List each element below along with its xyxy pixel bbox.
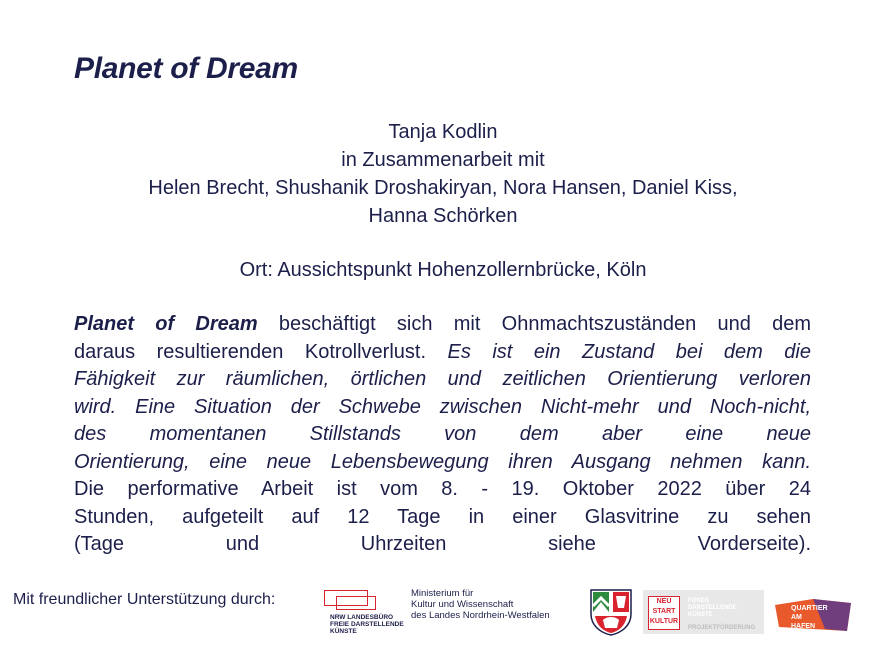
fonds-text	[688, 598, 755, 632]
body-text-segment: beschäftigt sich mit Ohnmachtszuständen und dem	[257, 313, 811, 335]
body-line: Fähigkeit zur räumlichen, örtlichen und zeitlichen Orientierung verloren	[74, 368, 811, 390]
logo-line: FREIE DARSTELLENDE	[330, 621, 404, 628]
quartier-am-hafen-logo	[773, 597, 853, 633]
credit-collab-intro: in Zusammenarbeit mit	[341, 149, 545, 171]
support-label: Mit freundlicher Unterstützung durch:	[13, 591, 276, 608]
nrw-logo-text	[330, 614, 404, 635]
body-line: Orientierung, eine neue Lebensbewegung ihren Ausgang nehmen kann.	[74, 450, 811, 473]
body-italic-segment: Es ist ein Zustand bei dem die	[447, 340, 811, 363]
body-line: des momentanen Stillstands von dem aber eine neue	[74, 423, 811, 445]
work-title-inline: Planet of Dream	[74, 313, 258, 335]
body-line	[74, 339, 811, 367]
logo-line: KÜNSTE	[330, 628, 357, 635]
body-line	[74, 311, 811, 339]
logo-line: NRW LANDESBÜRO	[330, 614, 394, 621]
logo-line: NEU	[656, 598, 672, 605]
logo-line: KÜNSTE	[688, 612, 713, 618]
page-title: Planet of Dream	[74, 52, 298, 85]
credit-collaborators: Helen Brecht, Shushanik Droshakiryan, Nora Hansen, Daniel Kiss,	[148, 177, 738, 199]
logo-line: HAFEN	[791, 623, 816, 630]
nrw-landesbuero-logo	[322, 588, 408, 638]
credit-collaborators-cont: Hanna Schörken	[368, 205, 518, 227]
logo-line: DARSTELLENDE	[688, 605, 737, 611]
body-line: wird. Eine Situation der Schwebe zwischen Nicht-mehr und Noch-nicht,	[74, 395, 811, 418]
body-line: (Tage und Uhrzeiten siehe Vorderseite).	[74, 533, 811, 555]
neustart-box	[648, 596, 680, 630]
logo-line: QUARTIER	[791, 605, 828, 612]
ministry-logo	[411, 588, 550, 621]
logo-line: Ministerium für	[411, 588, 474, 599]
logo-line: PROJEKTFÖRDERUNG	[688, 625, 756, 631]
logo-line: Kultur und Wissenschaft	[411, 599, 514, 610]
neustart-kultur-logo	[643, 590, 764, 634]
location-text: Ort: Aussichtspunkt Hohenzollernbrücke, Köln	[239, 259, 647, 281]
logo-line: START	[652, 608, 676, 615]
logo-line: KULTUR	[649, 618, 679, 625]
body-line: Die performative Arbeit ist vom 8. - 19. Oktober 2022 über 24	[74, 478, 811, 500]
credits-block	[74, 118, 812, 230]
logo-line: AM	[791, 614, 802, 621]
body-line: Stunden, aufgeteilt auf 12 Tage in einer Glasvitrine zu sehen	[74, 505, 811, 528]
logo-line: des Landes Nordrhein-Westfalen	[411, 610, 550, 621]
logo-frame-shape	[336, 596, 376, 610]
body-text-segment: daraus resultierenden Kotrollverlust.	[74, 340, 448, 363]
credit-author: Tanja Kodlin	[388, 121, 498, 143]
description-paragraph	[74, 311, 811, 559]
logo-line: FONDS	[688, 598, 709, 604]
nrw-crest-icon	[589, 588, 633, 636]
